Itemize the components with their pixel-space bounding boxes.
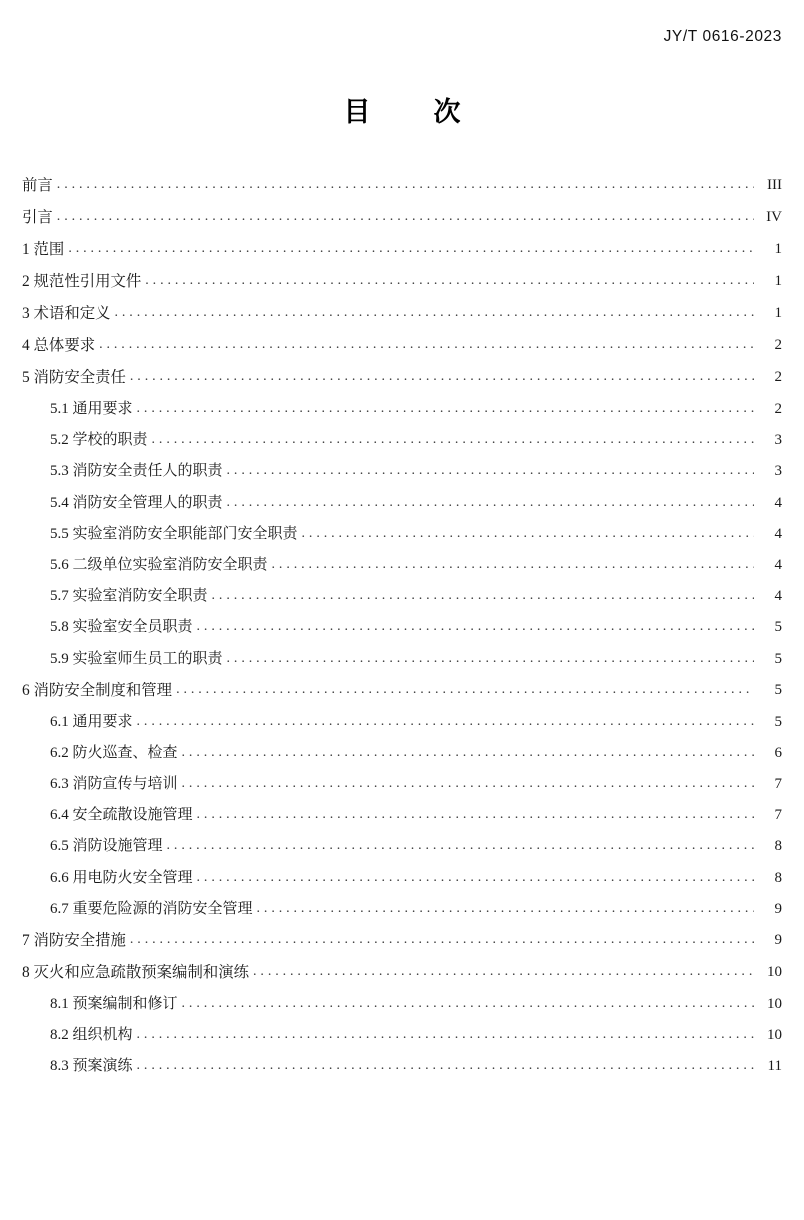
toc-entry-label: 8.2 组织机构 [50,1027,133,1044]
toc-entry[interactable] [22,338,782,353]
toc-entry-label: 5.9 实验室师生员工的职责 [50,650,223,667]
toc-entry-label: 5.7 实验室消防安全职责 [50,588,208,605]
toc-entry-label: 4 总体要求 [22,337,96,354]
toc-entry-label: 6.2 防火巡查、检查 [50,744,178,761]
toc-entry-page: 10 [767,1027,782,1044]
toc-entry-page: 1 [774,305,782,322]
table-of-contents [22,178,782,1091]
toc-entry-label: 2 规范性引用文件 [22,273,142,290]
toc-entry-page: 9 [774,932,782,949]
toc-entry-label: 5 消防安全责任 [22,369,126,386]
toc-entry-label: 6.1 通用要求 [50,713,133,730]
toc-entry-page: 4 [774,494,782,511]
toc-entry-page: 5 [774,619,782,636]
toc-entry-page: 10 [767,996,782,1012]
toc-leader-dots [176,683,754,698]
toc-leader-dots [227,652,754,667]
toc-entry-label: 5.3 消防安全责任人的职责 [50,463,223,480]
toc-leader-dots [182,997,754,1012]
toc-leader-dots [167,839,754,854]
toc-leader-dots [137,715,754,730]
toc-entry-label: 6.4 安全疏散设施管理 [50,807,193,824]
toc-entry-label: 前言 [22,177,53,194]
toc-entry-page: 5 [774,650,782,667]
toc-entry-label: 5.6 二级单位实验室消防安全职责 [50,556,268,573]
toc-entry[interactable] [22,839,782,854]
toc-entry[interactable] [22,370,782,385]
toc-leader-dots [227,496,754,511]
toc-entry-page: 8 [774,838,782,855]
toc-leader-dots [145,274,754,289]
toc-entry-page: 1 [774,241,782,258]
toc-entry[interactable] [22,683,782,698]
toc-leader-dots [253,965,754,980]
toc-leader-dots [137,402,754,417]
toc-entry[interactable] [22,464,782,479]
toc-leader-dots [57,210,754,225]
toc-entry-label: 6.6 用电防火安全管理 [50,869,193,886]
toc-entry-label: 5.4 消防安全管理人的职责 [50,494,223,511]
toc-entry[interactable] [22,433,782,448]
toc-leader-dots [227,464,754,479]
toc-leader-dots [68,242,754,257]
toc-entry-label: 6.5 消防设施管理 [50,838,163,855]
toc-entry-page: 2 [774,369,782,386]
toc-entry-label: 8.1 预案编制和修订 [50,996,178,1012]
toc-leader-dots [257,902,754,917]
toc-entry[interactable] [22,274,782,289]
toc-entry-page: 7 [774,776,782,793]
toc-entry-label: 1 范围 [22,241,65,258]
toc-leader-dots [99,338,754,353]
toc-entry-page: 2 [774,401,782,417]
toc-entry[interactable] [22,242,782,257]
toc-leader-dots [272,558,754,573]
toc-entry-page: 7 [774,807,782,824]
toc-leader-dots [130,933,754,948]
toc-entry-label: 3 术语和定义 [22,305,111,322]
toc-entry-label: 5.8 实验室安全员职责 [50,619,193,636]
toc-entry-page: 3 [774,432,782,449]
toc-entry-page: 8 [774,869,782,886]
toc-leader-dots [152,433,754,448]
toc-entry[interactable] [22,777,782,792]
toc-entry[interactable] [22,933,782,948]
toc-entry-page: 10 [767,964,782,981]
toc-leader-dots [182,746,754,761]
toc-entry-label: 5.2 学校的职责 [50,432,148,449]
toc-entry[interactable] [22,178,782,193]
toc-entry-page: 4 [774,556,782,573]
toc-entry-label: 6 消防安全制度和管理 [22,681,173,699]
toc-leader-dots [137,1028,754,1043]
toc-entry-label: 7 消防安全措施 [22,932,126,949]
toc-entry[interactable] [22,871,782,886]
standard-code-header: JY/T 0616-2023 [663,28,782,45]
toc-entry-page: 1 [774,273,782,290]
toc-entry[interactable] [22,715,782,730]
toc-entry[interactable] [22,558,782,573]
toc-entry[interactable] [22,527,782,542]
toc-leader-dots [302,527,754,542]
toc-leader-dots [212,589,754,604]
toc-entry[interactable] [22,965,782,980]
toc-entry-page: 3 [774,463,782,480]
toc-entry-label: 6.7 重要危险源的消防安全管理 [50,900,253,917]
toc-entry[interactable] [22,808,782,823]
toc-leader-dots [197,620,754,635]
toc-entry[interactable] [22,746,782,761]
toc-entry-label: 6.3 消防宣传与培训 [50,776,178,793]
toc-entry-label: 5.5 实验室消防安全职能部门安全职责 [50,525,298,542]
toc-entry[interactable] [22,589,782,604]
toc-entry[interactable] [22,1028,782,1043]
toc-entry[interactable] [22,620,782,635]
toc-entry[interactable] [22,997,782,1012]
toc-leader-dots [137,1059,754,1074]
toc-entry[interactable] [22,1059,782,1074]
toc-entry-page: 11 [767,1058,782,1075]
toc-entry[interactable] [22,902,782,917]
page-title: 目 次 [343,97,479,127]
toc-entry-page: 4 [774,525,782,542]
toc-entry-page: 5 [774,682,782,699]
toc-entry-page: III [767,177,782,194]
toc-entry-page: 6 [774,744,782,761]
toc-entry[interactable] [22,402,782,417]
toc-leader-dots [115,306,755,321]
toc-leader-dots [197,871,754,886]
toc-entry-page: 4 [774,588,782,605]
toc-entry-label: 引言 [22,209,53,226]
toc-entry-label: 8.3 预案演练 [50,1058,133,1075]
toc-leader-dots [182,777,754,792]
toc-entry-page: 9 [774,900,782,917]
toc-leader-dots [57,178,754,193]
toc-entry[interactable] [22,306,782,321]
toc-entry-label: 8 灭火和应急疏散预案编制和演练 [22,964,250,981]
toc-entry[interactable] [22,210,782,225]
toc-leader-dots [197,808,754,823]
toc-entry-page: 2 [774,337,782,354]
toc-entry-page: IV [766,209,782,226]
toc-leader-dots [130,370,754,385]
toc-entry-page: 5 [774,713,782,730]
toc-entry[interactable] [22,496,782,511]
toc-entry-label: 5.1 通用要求 [50,401,133,417]
toc-entry[interactable] [22,652,782,667]
